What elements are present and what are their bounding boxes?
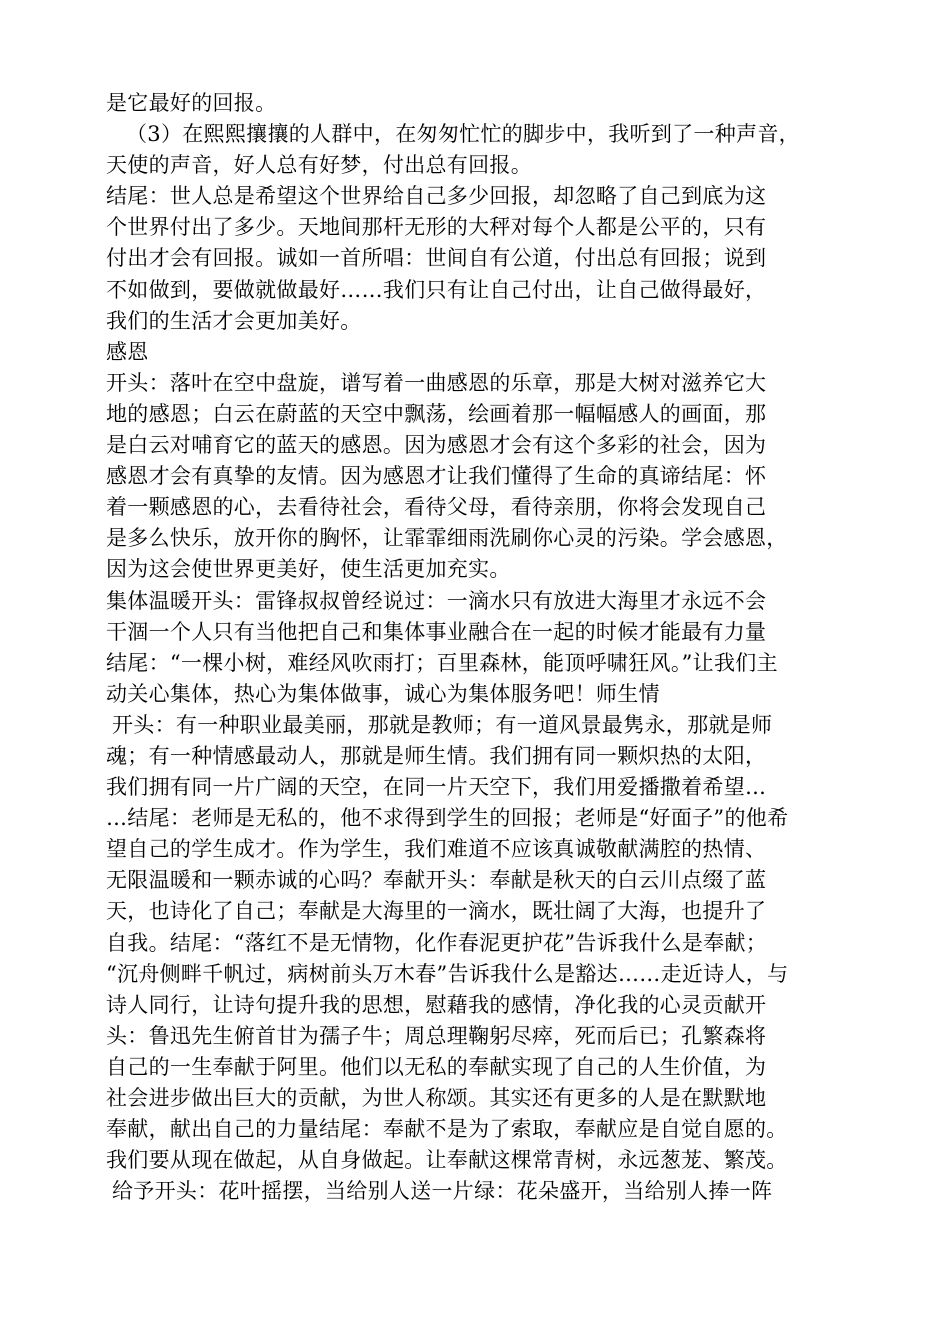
text-line: 社会进步做出巨大的贡献，为世人称颂。其实还有更多的人是在默默地 <box>106 1086 767 1110</box>
text-line: 付出才会有回报。诚如一首所唱：世间自有公道，付出总有回报；说到 <box>106 246 767 271</box>
text-line: 我们的生活才会更加美好。 <box>106 308 362 333</box>
text-line: 魂；有一种情感最动人，那就是师生情。我们拥有同一颗炽热的太阳， <box>106 743 767 768</box>
text-line: 是多么快乐，放开你的胸怀，让霏霏细雨洗刷你心灵的污染。学会感恩， <box>106 526 788 551</box>
text-line: 集体温暖开头：雷锋叔叔曾经说过：一滴水只有放进大海里才永远不会 <box>106 588 767 613</box>
text-line: 个世界付出了多少。天地间那杆无形的大秤对每个人都是公平的，只有 <box>106 215 767 240</box>
text-line: 我们要从现在做起，从自身做起。让奉献这棵常青树，永远葱茏、繁茂。 <box>106 1148 788 1173</box>
text-line: 不如做到，要做就做最好……我们只有让自己付出，让自己做得最好， <box>106 277 767 302</box>
text-line: （3）在熙熙攘攘的人群中，在匆匆忙忙的脚步中，我听到了一种声音， <box>126 122 800 147</box>
text-line: 奉献，献出自己的力量结尾：奉献不是为了索取，奉献应是自觉自愿的。 <box>106 1117 788 1142</box>
text-line: 结尾：“一棵小树，难经风吹雨打；百里森林，能顶呼啸狂风。”让我们主 <box>106 650 778 675</box>
section-heading: 感恩 <box>106 339 149 364</box>
text-line: 开头：有一种职业最美丽，那就是教师；有一道风景最隽永，那就是师 <box>112 712 773 737</box>
text-line: 天，也诗化了自己；奉献是大海里的一滴水，既壮阔了大海，也提升了 <box>106 899 767 924</box>
text-line: 自我。结尾：“落红不是无情物，化作春泥更护花”告诉我什么是奉献； <box>106 930 768 955</box>
text-line: 给予开头：花叶摇摆，当给别人送一片绿：花朵盛开，当给别人捧一阵 <box>112 1179 773 1204</box>
text-line: 地的感恩；白云在蔚蓝的天空中飘荡，绘画着那一幅幅感人的画面，那 <box>106 401 767 426</box>
text-line: 干涸一个人只有当他把自己和集体事业融合在一起的时候才能最有力量 <box>106 619 767 644</box>
text-line: 头：鲁迅先生俯首甘为孺子牛；周总理鞠躬尽瘁，死而后已；孔繁森将 <box>106 1023 767 1048</box>
document-page <box>106 88 846 1207</box>
text-line: 诗人同行，让诗句提升我的思想，慰藉我的感情，净化我的心灵贡献开 <box>106 992 767 1017</box>
text-line: 望自己的学生成才。作为学生，我们难道不应该真诚敬献满腔的热情、 <box>106 837 767 862</box>
text-line: 结尾：世人总是希望这个世界给自己多少回报，却忽略了自己到底为这 <box>106 184 767 209</box>
text-line: 感恩才会有真挚的友情。因为感恩才让我们懂得了生命的真谛结尾：怀 <box>106 464 767 489</box>
text-line: 开头：落叶在空中盘旋，谱写着一曲感恩的乐章，那是大树对滋养它大 <box>106 370 767 395</box>
text-line: 着一颗感恩的心，去看待社会，看待父母，看待亲朋，你将会发现自己 <box>106 495 767 520</box>
text-line: 无限温暖和一颗赤诚的心吗？奉献开头：奉献是秋天的白云川点缀了蓝 <box>106 868 767 893</box>
text-line: 是白云对哺育它的蓝天的感恩。因为感恩才会有这个多彩的社会，因为 <box>106 433 767 458</box>
text-line: …结尾：老师是无私的，他不求得到学生的回报；老师是“好面子”的他希 <box>106 806 789 831</box>
text-line: 因为这会使世界更美好，使生活更加充实。 <box>106 557 511 582</box>
text-line: 我们拥有同一片广阔的天空，在同一片天空下，我们用爱播撒着希望… <box>106 775 767 800</box>
text-line: “沉舟侧畔千帆过，病树前头万木春”告诉我什么是豁达……走近诗人，与 <box>106 961 789 986</box>
text-line: 是它最好的回报。 <box>106 91 277 115</box>
text-line: 动关心集体，热心为集体做事，诚心为集体服务吧！师生情 <box>106 681 660 706</box>
text-line: 天使的声音，好人总有好梦，付出总有回报。 <box>106 153 532 178</box>
text-line: 自己的一生奉献于阿里。他们以无私的奉献实现了自己的人生价值，为 <box>106 1054 767 1079</box>
